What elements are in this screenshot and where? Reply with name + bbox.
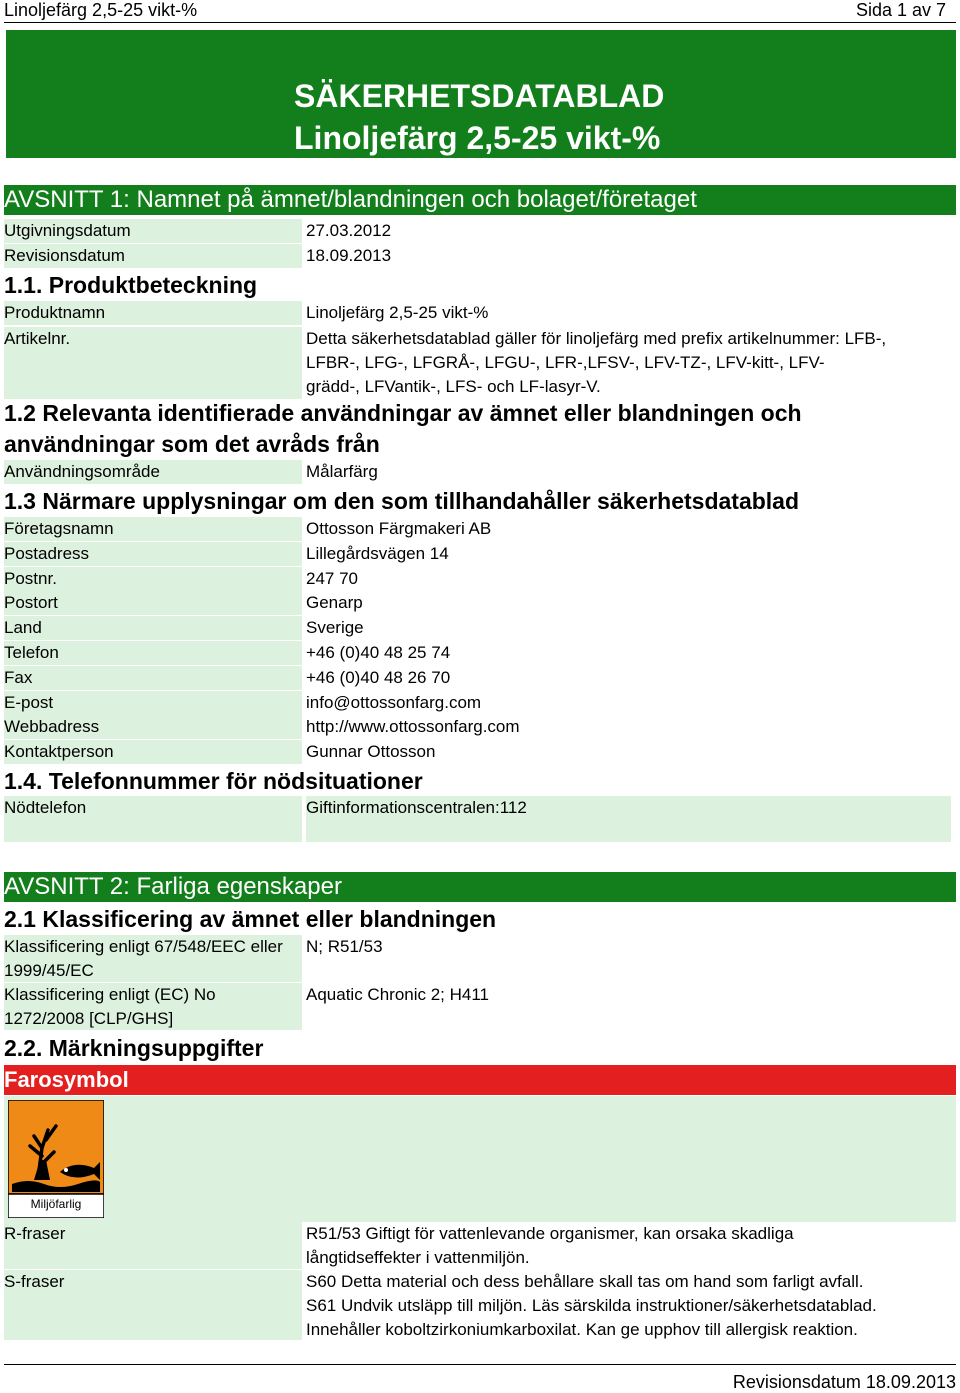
supplier-row [4,567,956,591]
s-phrases-row [4,1270,956,1340]
subsection-1-2-title-line1: 1.2 Relevanta identifierade användningar av ämnet eller blandningen och [4,400,802,426]
product-name-row [4,301,956,325]
footer-revision-date: Revisionsdatum 18.09.2013 [732,1372,956,1392]
emergency-row [4,796,956,842]
supplier-label: Kontaktperson [4,740,302,764]
header-divider [4,22,956,23]
subsection-2-2-title: 2.2. Märkningsuppgifter [4,1035,264,1061]
emergency-value: Giftinformationscentralen:112 [306,796,951,842]
subsection-1-2-title-line2: användningar som det avråds från [4,431,380,457]
classification-value: N; R51/53 [306,937,383,956]
date-row-revision [4,244,956,268]
product-name-value: Linoljefärg 2,5-25 vikt-% [306,303,489,322]
supplier-value: Sverige [306,618,364,638]
section1-title: AVSNITT 1: Namnet på ämnet/blandningen och bolaget/företaget [4,186,697,213]
supplier-row [4,591,956,615]
subsection-1-3-title: 1.3 Närmare upplysningar om den som tillhandahåller säkerhetsdatablad [4,488,800,514]
usage-row [4,460,956,484]
article-line: Detta säkerhetsdatablad gäller för linoljefärg med prefix artikelnummer: LFB-, [306,329,887,348]
supplier-value: +46 (0)40 48 25 74 [306,643,451,662]
issue-date-value: 27.03.2012 [306,221,392,240]
classification-label [4,935,302,982]
classification-label-line: 1272/2008 [CLP/GHS] [4,1009,174,1028]
supplier-label: Webbadress [4,715,302,739]
supplier-row [4,517,956,541]
supplier-value: Lillegårdsvägen 14 [306,543,449,563]
footer-divider [4,1364,956,1365]
article-value [306,327,951,399]
subsection-1-1-title: 1.1. Produktbeteckning [4,272,258,298]
supplier-label: Postnr. [4,567,302,591]
supplier-row [4,666,956,690]
supplier-row [4,740,956,764]
supplier-row [4,616,956,640]
issue-date-label: Utgivningsdatum [4,219,302,243]
section2-bar [4,872,956,902]
r-phrase-line: långtidseffekter i vattenmiljön. [306,1248,530,1267]
supplier-value: Ottosson Färgmakeri AB [306,519,492,538]
supplier-row [4,542,956,566]
section2-title: AVSNITT 2: Farliga egenskaper [4,873,342,900]
revision-date-label: Revisionsdatum [4,244,302,268]
classification-label-line: Klassificering enligt 67/548/EEC eller [4,937,283,956]
classification-row [4,983,956,1030]
r-phrases-label: R-fraser [4,1222,302,1269]
supplier-label: Telefon [4,641,302,665]
revision-date-value: 18.09.2013 [306,246,392,265]
classification-value: Aquatic Chronic 2; H411 [306,985,490,1004]
document-title: SÄKERHETSDATABLAD [294,78,665,114]
document-subtitle: Linoljefärg 2,5-25 vikt-% [294,120,661,156]
article-line: grädd-, LFVantik-, LFS- och LF-lasyr-V. [306,377,601,396]
supplier-label: Postort [4,591,302,615]
supplier-value: +46 (0)40 48 26 70 [306,667,451,687]
emergency-label: Nödtelefon [4,796,302,842]
product-name-label: Produktnamn [4,301,302,325]
page-header-title: Linoljefärg 2,5-25 vikt-% [4,0,198,20]
hazard-symbol-bar [4,1065,956,1095]
section1-bar [4,185,956,215]
r-phrases-row [4,1222,956,1269]
classification-label-line: Klassificering enligt (EC) No [4,985,216,1004]
supplier-label: Postadress [4,542,302,566]
supplier-label: Fax [4,666,302,690]
r-phrase-line: R51/53 Giftigt för vattenlevande organismer, kan orsaka skadliga [306,1224,794,1243]
subsection-1-4-title: 1.4. Telefonnummer för nödsituationer [4,768,423,794]
r-phrases-value [306,1222,951,1270]
supplier-row [4,691,956,715]
supplier-row [4,641,956,665]
article-label: Artikelnr. [4,327,302,399]
article-line: LFBR-, LFG-, LFGRÅ-, LFGU-, LFR-,LFSV-, LFV-TZ-, LFV-kitt-, LFV- [306,353,825,372]
s-phrases-value [306,1270,951,1342]
supplier-label: E-post [4,691,302,715]
hazard-symbol-area [4,1096,956,1222]
classification-row [4,935,956,982]
page-number: Sida 1 av 7 [855,0,946,20]
subsection-2-1-title: 2.1 Klassificering av ämnet eller blandningen [4,906,497,932]
classification-label [4,983,302,1030]
classification-label-line: 1999/45/EC [4,961,94,980]
usage-value: Målarfärg [306,462,378,481]
supplier-value: info@ottossonfarg.com [306,692,482,712]
supplier-value: 247 70 [306,568,358,588]
environment-hazard-icon [8,1100,104,1218]
hazard-symbol-heading: Farosymbol [4,1067,129,1092]
hazard-symbol-caption: Miljöfarlig [30,1197,82,1211]
article-row [4,327,956,399]
supplier-value: Gunnar Ottosson [306,742,436,762]
supplier-value: http://www.ottossonfarg.com [306,717,520,737]
s-phrase-line: S60 Detta material och dess behållare skall tas om hand som farligt avfall. [306,1272,864,1291]
date-row-issue [4,219,956,243]
s-phrase-line: S61 Undvik utsläpp till miljön. Läs särskilda instruktioner/säkerhetsdatablad. [306,1296,877,1315]
s-phrases-label: S-fraser [4,1270,302,1340]
usage-label: Användningsområde [4,460,302,484]
s-phrase-line: Innehåller koboltzirkoniumkarboxilat. Kan ge upphov till allergisk reaktion. [306,1320,858,1339]
supplier-row [4,715,956,739]
supplier-label: Land [4,616,302,640]
supplier-label: Företagsnamn [4,517,302,541]
supplier-value: Genarp [306,593,363,613]
